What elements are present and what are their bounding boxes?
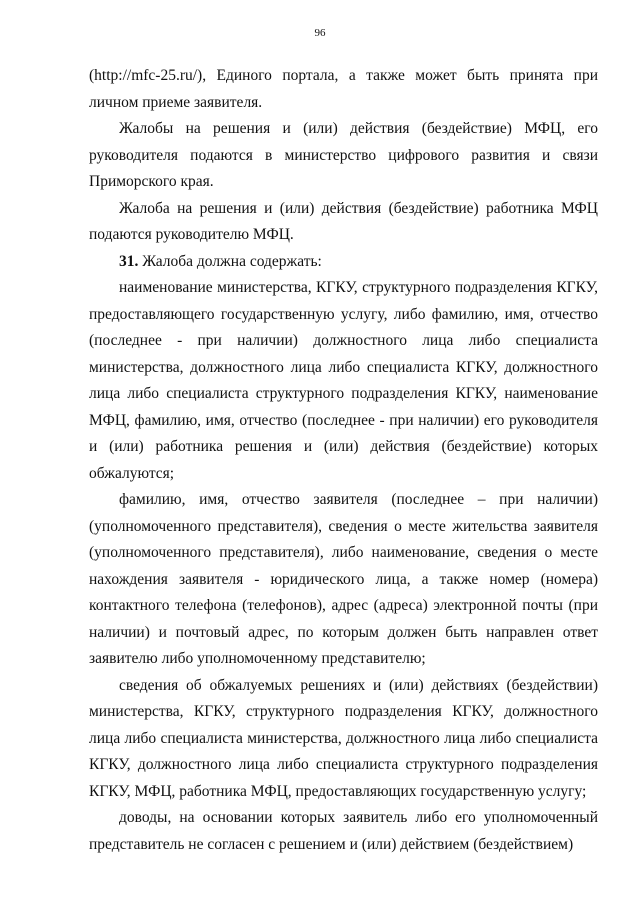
page-number: 96	[314, 27, 326, 39]
paragraph-requirement-applicant: фамилию, имя, отчество заявителя (последнее – при наличии) (уполномоченного представителя), сведения о месте жительства заявителя (уполномоченного представителя), либо наименование, сведения о месте нахождения заявителя - юридического лица, а также номер (номера) контактного телефона (телефонов), адрес (адреса) электронной почты (при наличии) и почтовый адрес, по которым должен быть направлен ответ заявителю либо уполномоченному представителю;	[89, 491, 598, 667]
clause-heading-text: Жалоба должна содержать:	[138, 252, 322, 270]
clause-number: 31.	[119, 252, 139, 270]
paragraph-mfc-complaints: Жалобы на решения и (или) действия (бездействие) МФЦ, его руководителя подаются в министерство цифрового развития и связи Приморского края.	[89, 120, 598, 190]
document-body	[89, 63, 598, 858]
paragraph-requirement-arguments: доводы, на основании которых заявитель либо его уполномоченный представитель не согласен с решением и (или) действием (бездействием)	[89, 809, 598, 853]
paragraph-clause-31	[89, 249, 598, 276]
paragraph-requirement-name: наименование министерства, КГКУ, структурного подразделения КГКУ, предоставляющего государственную услугу, либо фамилию, имя, отчество (последнее - при наличии) должностного лица либо специалиста министерства, должностного лица либо специалиста КГКУ, должностного лица либо специалиста структурного подразделения КГКУ, наименование МФЦ, фамилию, имя, отчество (последнее - при наличии) его руководителя и (или) работника решения и (или) действия (бездействие) которых обжалуются;	[89, 279, 598, 482]
paragraph-submission-channels: (http://mfc-25.ru/), Единого портала, а также может быть принята при личном приеме заявителя.	[89, 67, 598, 111]
paragraph-mfc-worker-complaints: Жалоба на решения и (или) действия (бездействие) работника МФЦ подаются руководителю МФЦ.	[89, 199, 598, 243]
paragraph-requirement-decisions: сведения об обжалуемых решениях и (или) действиях (бездействии) министерства, КГКУ, структурного подразделения КГКУ, должностного лица либо специалиста министерства, должностного лица либо специалиста КГКУ, должностного лица либо специалиста структурного подразделения КГКУ, МФЦ, работника МФЦ, предоставляющих государственную услугу;	[89, 676, 598, 800]
